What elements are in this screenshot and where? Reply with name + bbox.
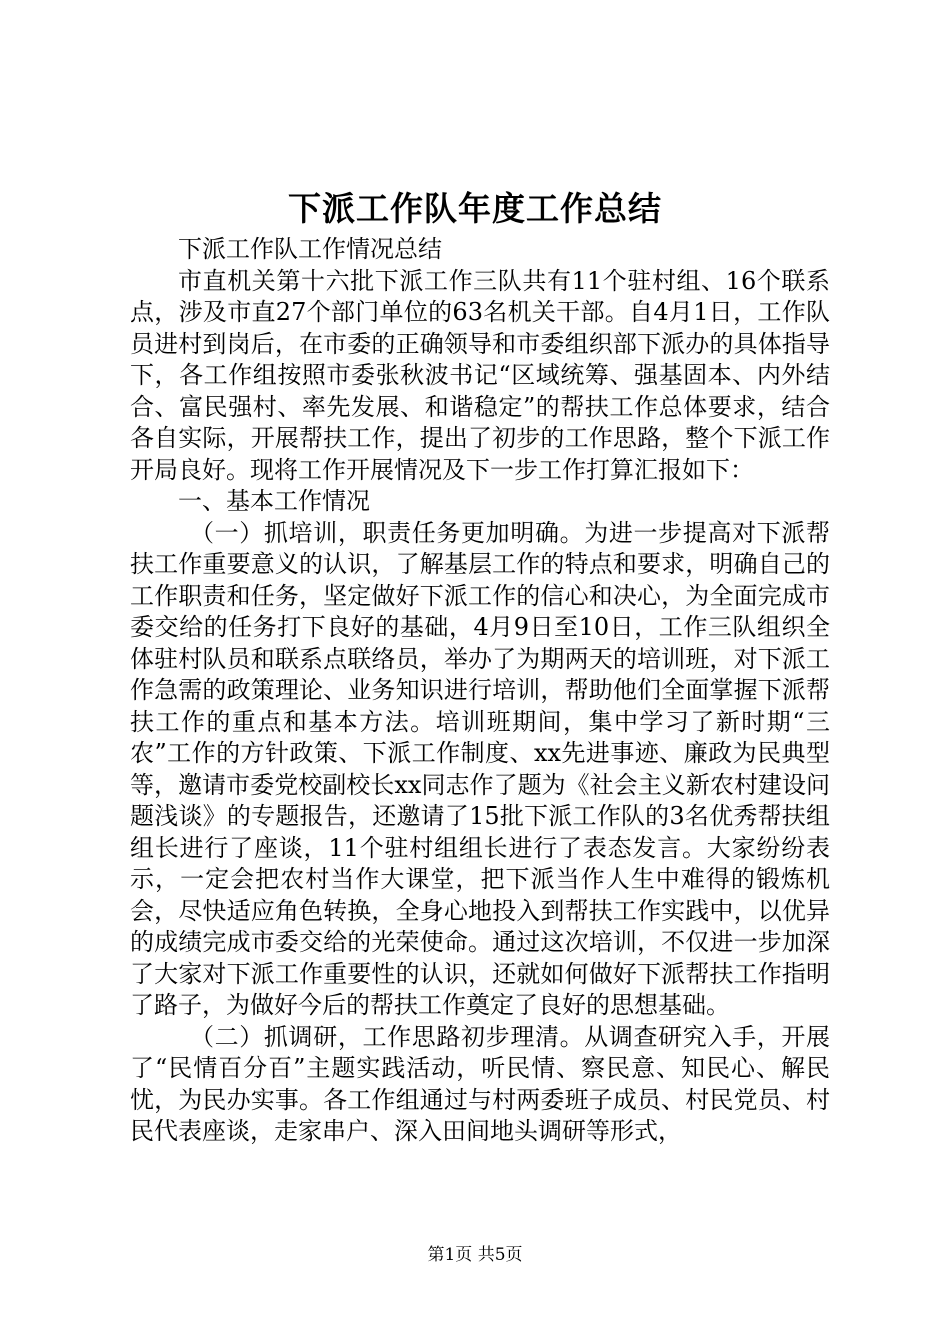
section-heading: 一、基本工作情况 bbox=[178, 487, 370, 515]
paragraph-research: （二）抓调研，工作思路初步理清。从调查研究入手，开展了“民情百分百”主题实践活动，听民情、察民意、知民心、解民忧，为民办实事。各工作组通过与村两委班子成员、村民党员、村民代表座谈，走家串户、深入田间地头调研等形式， bbox=[130, 1022, 830, 1145]
paragraph-subtitle: 下派工作队工作情况总结 bbox=[178, 235, 442, 263]
page-footer: 第1页 共5页 bbox=[427, 1245, 523, 1265]
paragraph-intro: 市直机关第十六批下派工作三队共有11个驻村组、16个联系点，涉及市直27个部门单位的63名机关干部。自4月1日，工作队员进村到岗后，在市委的正确领导和市委组织部下派办的具体指导下，各工作组按照市委张秋波书记“区域统筹、强基固本、内外结合、富民强村、率先发展、和谐稳定”的帮扶工作总体要求，结合各自实际，开展帮扶工作，提出了初步的工作思路，整个下派工作开局良好。现将工作开展情况及下一步工作打算汇报如下： bbox=[130, 266, 830, 484]
document-body bbox=[130, 234, 830, 1148]
paragraph-training: （一）抓培训，职责任务更加明确。为进一步提高对下派帮扶工作重要意义的认识，了解基层工作的特点和要求，明确自己的工作职责和任务，坚定做好下派工作的信心和决心，为全面完成市委交给的任务打下良好的基础，4月9日至10日，工作三队组织全体驻村队员和联系点联络员，举办了为期两天的培训班，对下派工作急需的政策理论、业务知识进行培训，帮助他们全面掌握下派帮扶工作的重点和基本方法。培训班期间，集中学习了新时期“三农”工作的方针政策、下派工作制度、xx先进事迹、廉政为民典型等，邀请市委党校副校长xx同志作了题为《社会主义新农村建设问题浅谈》的专题报告，还邀请了15批下派工作队的3名优秀帮扶组组长进行了座谈，11个驻村组组长进行了表态发言。大家纷纷表示，一定会把农村当作大课堂，把下派当作人生中难得的锻炼机会，尽快适应角色转换，全身心地投入到帮扶工作实践中，以优异的成绩完成市委交给的光荣使命。通过这次培训，不仅进一步加深了大家对下派工作重要性的认识，还就如何做好下派帮扶工作指明了路子，为做好今后的帮扶工作奠定了良好的思想基础。 bbox=[130, 518, 830, 1019]
document-title: 下派工作队年度工作总结 bbox=[288, 189, 662, 228]
